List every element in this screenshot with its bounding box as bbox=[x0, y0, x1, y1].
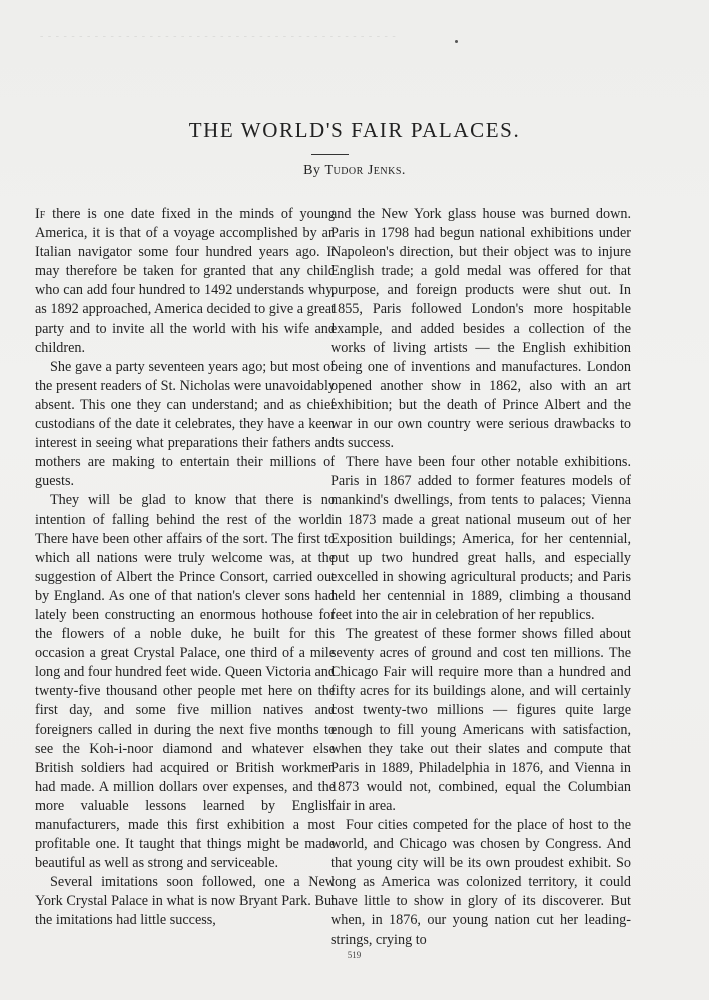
article-title: THE WORLD'S FAIR PALACES. bbox=[188, 118, 521, 142]
byline bbox=[0, 163, 709, 179]
byline-prefix: By bbox=[303, 163, 321, 178]
paragraph-text: there is one date fixed in the minds of young America, it is that of a voyage accomplished by an Italian navigator some four hundred years ago. It may therefore be taken for granted that any child who can add four hundred to 1492 understands why, as 1892 approached, America decided to give a great party and to invite all the world with his wife and children. bbox=[35, 206, 335, 356]
paragraph: Four cities competed for the place of host to the world, and Chicago was chosen by Congress. And that young city will be its own proudest exhibit. So long as America was colonized territory, it could have little to show in glory of its discoverer. But when, in 1876, our young nation cut her leading-strings, crying to bbox=[331, 817, 631, 948]
paragraph: They will be glad to know that there is no intention of falling behind the rest of the world. There have been other affairs of the sort. The first to which all nations were truly welcome was, at the suggestion of Albert the Prince Consort, carried out by England. As one of that nation's clever sons had lately been constructing an enormous hothouse for the flowers of a noble duke, he built for this occasion a great Crystal Palace, one third of a mile long and four hundred feet wide. Queen Victoria and twenty-five thousand other people met here on the first day, and some five million natives and foreigners called in during the next five months to see the Koh-i-noor diamond and whatever else British soldiers had acquired or British workmen had made. A million dollars over expenses, and the more valuable lessons learned by English manufacturers, made this first exhibition a most profitable one. It taught that things might be made beautiful as well as strong and serviceable. bbox=[35, 492, 335, 872]
paragraph bbox=[35, 205, 335, 358]
ink-speck bbox=[455, 40, 458, 43]
left-column bbox=[35, 205, 335, 931]
paragraph: Several imitations soon followed, one a New York Crystal Palace in what is now Bryant Park. But the imitations had little success, bbox=[35, 874, 335, 929]
paragraph: She gave a party seventeen years ago; but most of the present readers of St. Nicholas were unavoidably absent. This one they can understand; and as chief custodians of the date it celebrates, they have a keen interest in seeing what preparations their fathers and mothers are making to entertain their millions of guests. bbox=[35, 358, 335, 490]
page-number: 519 bbox=[347, 950, 362, 960]
right-column bbox=[331, 205, 631, 950]
dropcap-word: If bbox=[35, 206, 46, 222]
paragraph: and the New York glass house was burned down. Paris in 1798 had begun national exhibitions under Napoleon's direction, but their object was to injure English trade; a gold medal was offered for that purpose, and foreign products were shut out. In 1855, Paris followed London's more hospitable example, and added besides a collection of the works of living artists — the English exhibition being one of inventions and manufactures. London opened another show in 1862, also with an art exhibition; but the death of Prince Albert and the war in our own country were serious drawbacks to its success. bbox=[331, 206, 631, 452]
title-divider bbox=[311, 154, 349, 155]
paragraph: The greatest of these former shows filled about seventy acres of ground and cost ten millions. The Chicago Fair will require more than a hundred and fifty acres for its buildings alone, and will certainly cost twenty-two millions — figures quite large enough to fill young Americans with satisfaction, when they take out their slates and compute that Paris in 1889, Philadelphia in 1876, and Vienna in 1873 would not, combined, equal the Columbian fair in area. bbox=[331, 626, 631, 814]
paragraph: There have been four other notable exhibitions. Paris in 1867 added to former features models of mankind's dwellings, from tents to palaces; Vienna in 1873 made a great national museum out of her Exposition buildings; America, for her centennial, put up two hundred great halls, and especially excelled in showing agricultural products; and Paris held her centennial in 1889, climbing a thousand feet into the air in celebration of her republics. bbox=[331, 454, 631, 623]
bleed-through-text: - - - - - - - - - - - - - - - - - - - - - - - - - - - - - - - - - - - - - - - - - - - - - - bbox=[40, 31, 397, 42]
author-name: Tudor Jenks. bbox=[324, 163, 406, 178]
